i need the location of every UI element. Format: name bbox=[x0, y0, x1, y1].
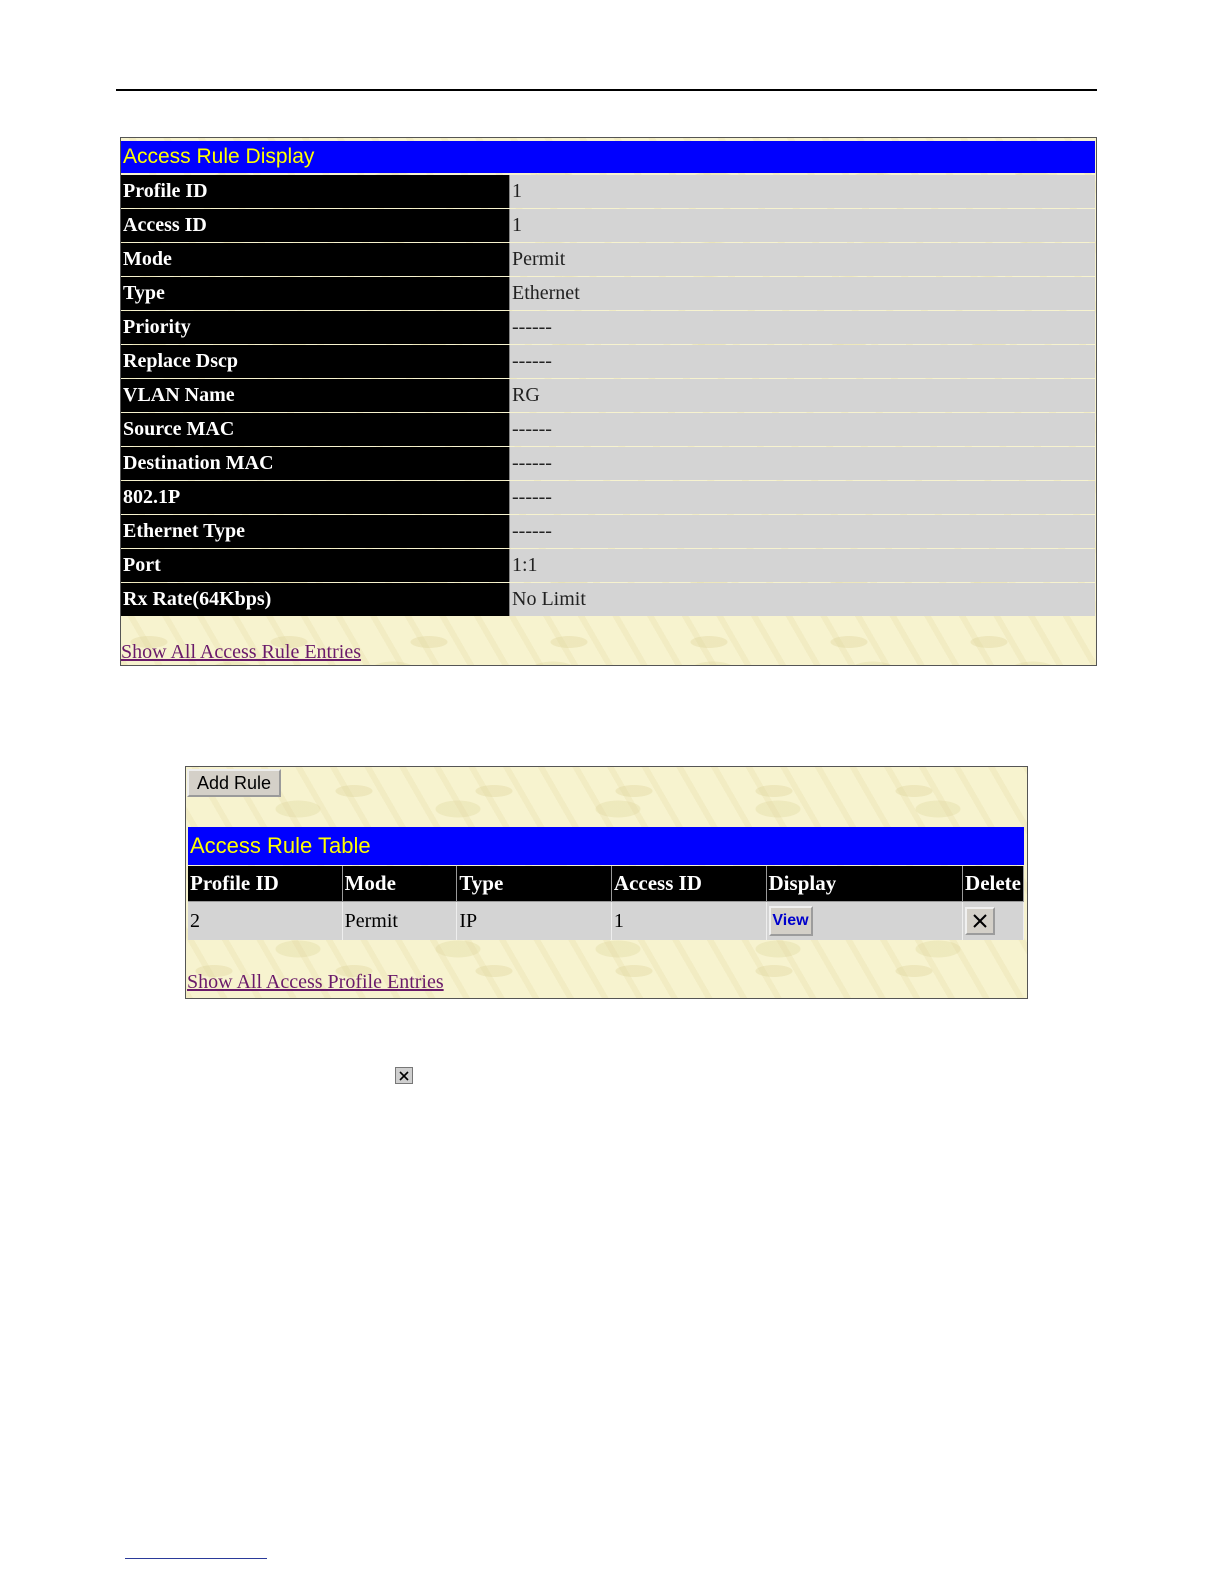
access-rule-display-panel bbox=[120, 137, 1097, 666]
detail-label: Priority bbox=[121, 311, 510, 344]
close-x-icon bbox=[971, 912, 989, 930]
detail-label: Type bbox=[121, 277, 510, 310]
detail-row bbox=[121, 277, 1095, 310]
cell-profile-id: 2 bbox=[188, 902, 342, 941]
detail-value: ------ bbox=[510, 481, 1095, 514]
detail-value: ------ bbox=[510, 515, 1095, 548]
detail-row bbox=[121, 175, 1095, 208]
column-header-delete: Delete bbox=[963, 866, 1024, 902]
detail-row bbox=[121, 243, 1095, 276]
detail-label: Access ID bbox=[121, 209, 510, 242]
detail-value: 1 bbox=[510, 175, 1095, 208]
detail-label: Ethernet Type bbox=[121, 515, 510, 548]
detail-label: Source MAC bbox=[121, 413, 510, 446]
detail-label: Profile ID bbox=[121, 175, 510, 208]
detail-value: Permit bbox=[510, 243, 1095, 276]
access-rule-table-panel bbox=[185, 766, 1028, 999]
detail-value: 1:1 bbox=[510, 549, 1095, 582]
detail-row bbox=[121, 447, 1095, 480]
rule-detail-list bbox=[121, 175, 1095, 617]
table-title: Access Rule Table bbox=[188, 827, 1024, 865]
detail-row bbox=[121, 583, 1095, 616]
column-header-mode: Mode bbox=[342, 866, 457, 902]
cell-type: IP bbox=[457, 902, 612, 941]
detail-row bbox=[121, 345, 1095, 378]
detail-label: Rx Rate(64Kbps) bbox=[121, 583, 510, 616]
add-rule-button[interactable]: Add Rule bbox=[187, 769, 281, 797]
close-x-icon bbox=[398, 1070, 410, 1082]
detail-label: Replace Dscp bbox=[121, 345, 510, 378]
detail-label: VLAN Name bbox=[121, 379, 510, 412]
cell-display bbox=[766, 902, 963, 941]
detail-row bbox=[121, 413, 1095, 446]
detail-row bbox=[121, 549, 1095, 582]
detail-row bbox=[121, 209, 1095, 242]
header-rule bbox=[116, 89, 1097, 91]
column-header-access-id: Access ID bbox=[611, 866, 766, 902]
detail-label: 802.1P bbox=[121, 481, 510, 514]
access-rule-table bbox=[188, 866, 1024, 940]
delete-button[interactable] bbox=[965, 907, 995, 935]
detail-value: ------ bbox=[510, 413, 1095, 446]
table-header-row bbox=[188, 866, 1024, 902]
detail-label: Mode bbox=[121, 243, 510, 276]
detail-value: ------ bbox=[510, 311, 1095, 344]
detail-row bbox=[121, 379, 1095, 412]
detail-value: ------ bbox=[510, 345, 1095, 378]
detail-value: RG bbox=[510, 379, 1095, 412]
detail-value: 1 bbox=[510, 209, 1095, 242]
column-header-display: Display bbox=[766, 866, 963, 902]
show-all-access-rule-entries-link[interactable]: Show All Access Rule Entries bbox=[121, 641, 361, 663]
detail-value: ------ bbox=[510, 447, 1095, 480]
panel-title: Access Rule Display bbox=[121, 141, 1095, 173]
cell-mode: Permit bbox=[342, 902, 457, 941]
show-all-access-profile-entries-link[interactable]: Show All Access Profile Entries bbox=[187, 971, 444, 993]
view-button[interactable]: View bbox=[769, 906, 813, 936]
delete-icon-sample bbox=[395, 1067, 413, 1084]
detail-value: Ethernet bbox=[510, 277, 1095, 310]
cell-access-id: 1 bbox=[611, 902, 766, 941]
detail-value: No Limit bbox=[510, 583, 1095, 616]
column-header-type: Type bbox=[457, 866, 612, 902]
footer-rule bbox=[125, 1558, 267, 1559]
cell-delete bbox=[963, 902, 1024, 941]
detail-row bbox=[121, 481, 1095, 514]
column-header-profile-id: Profile ID bbox=[188, 866, 342, 902]
detail-row bbox=[121, 515, 1095, 548]
table-row bbox=[188, 902, 1024, 941]
detail-row bbox=[121, 311, 1095, 344]
detail-label: Destination MAC bbox=[121, 447, 510, 480]
detail-label: Port bbox=[121, 549, 510, 582]
